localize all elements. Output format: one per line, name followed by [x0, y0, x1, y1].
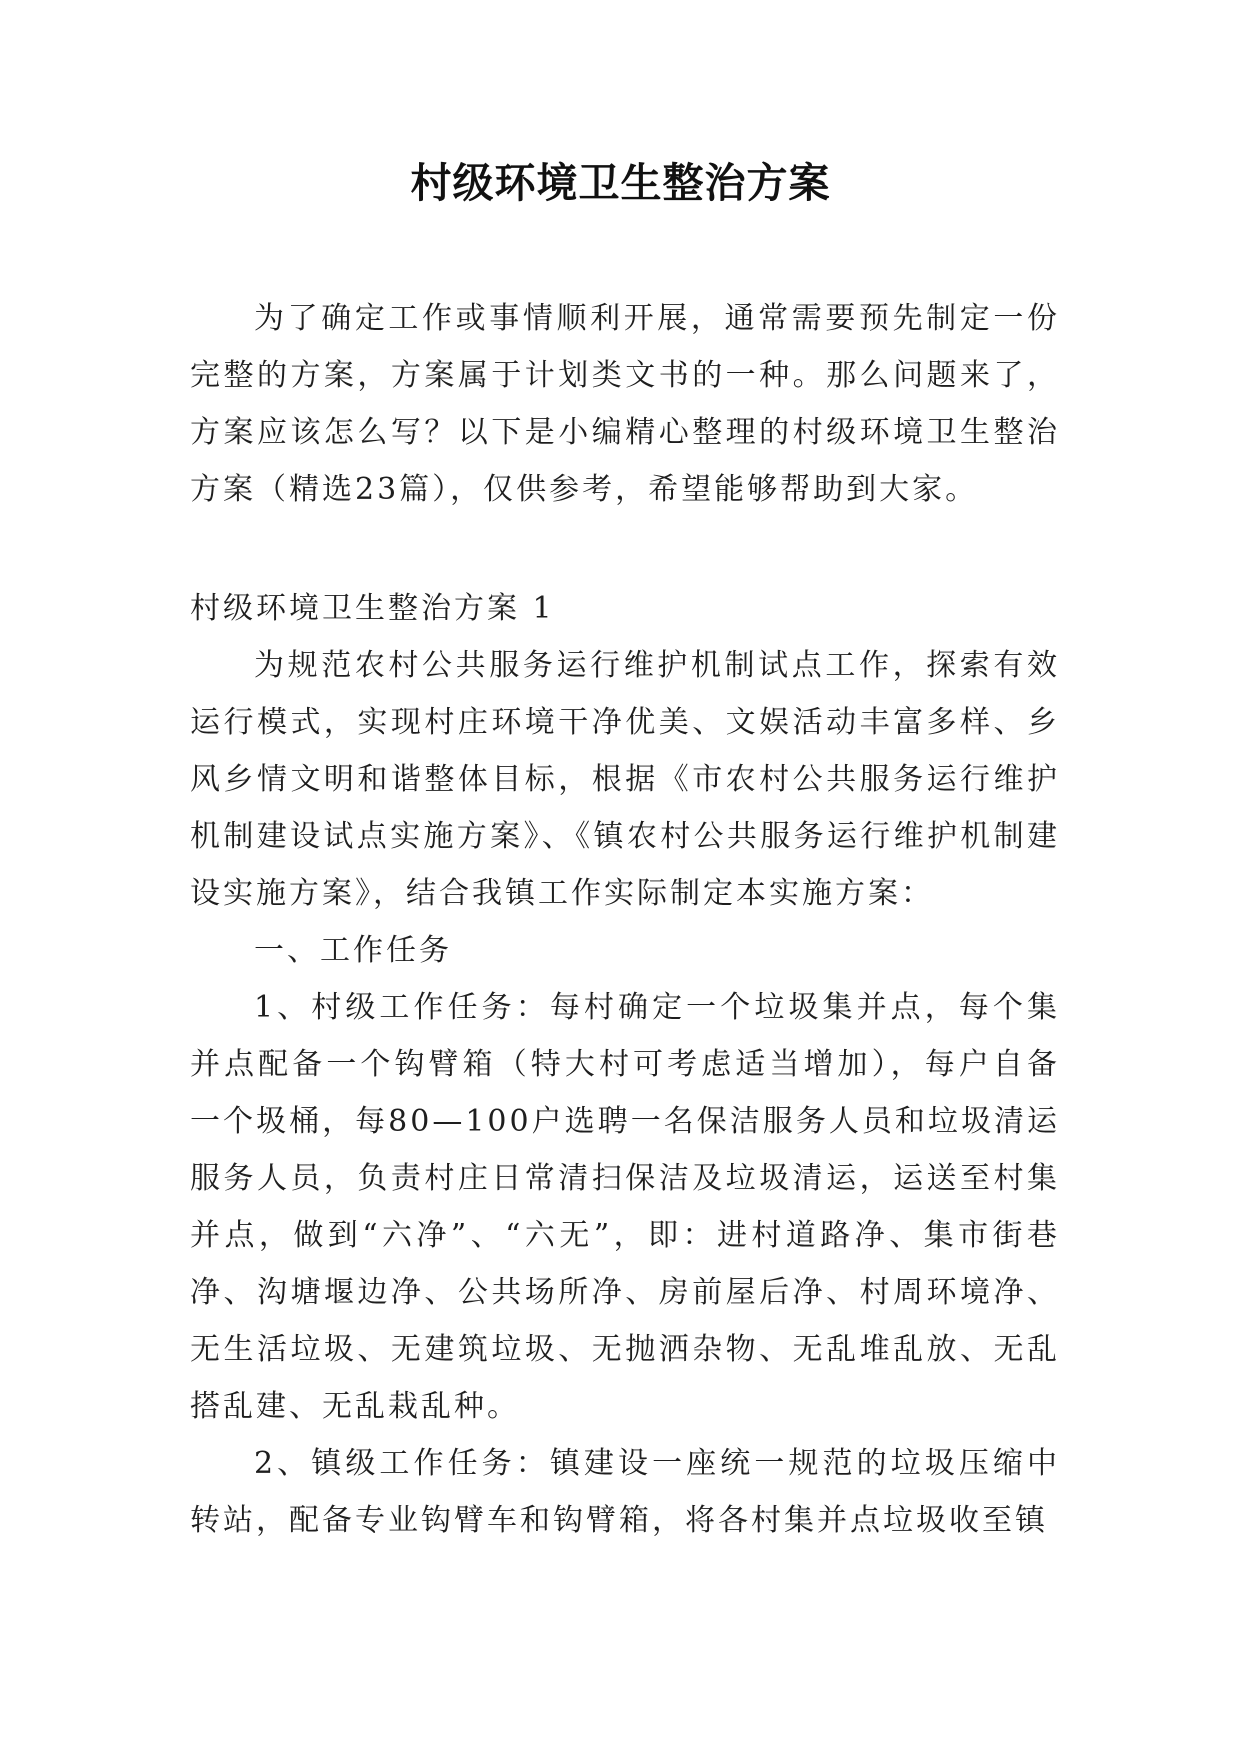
- body-paragraph: 1、村级工作任务：每村确定一个垃圾集并点，每个集并点配备一个钩臂箱（特大村可考虑适当增加），每户自备一个圾桶，每80—100户选聘一名保洁服务人员和垃圾清运服务人员，负责村庄日常清扫保洁及垃圾清运，运送至村集并点，做到“六净”、“六无”，即：进村道路净、集市街巷净、沟塘堰边净、公共场所净、房前屋后净、村周环境净、无生活垃圾、无建筑垃圾、无抛洒杂物、无乱堆乱放、无乱搭乱建、无乱栽乱种。: [190, 990, 1060, 1424]
- body-paragraph: 为规范农村公共服务运行维护机制试点工作，探索有效运行模式，实现村庄环境干净优美、文娱活动丰富多样、乡风乡情文明和谐整体目标，根据《市农村公共服务运行维护机制建设试点实施方案》、《镇农村公共服务运行维护机制建设实施方案》，结合我镇工作实际制定本实施方案：: [190, 648, 1060, 911]
- document-title: 村级环境卫生整治方案: [410, 159, 831, 207]
- body-paragraph: 2、镇级工作任务：镇建设一座统一规范的垃圾压缩中转站，配备专业钩臂车和钩臂箱，将各村集并点垃圾收至镇: [190, 1446, 1060, 1538]
- body-paragraph: 一、工作任务: [254, 933, 452, 968]
- intro-block: [190, 290, 1060, 518]
- section-heading: 村级环境卫生整治方案 1: [190, 591, 555, 626]
- section-block: [190, 580, 1060, 1549]
- intro-paragraph: 为了确定工作或事情顺利开展，通常需要预先制定一份完整的方案，方案属于计划类文书的一种。那么问题来了，方案应该怎么写？以下是小编精心整理的村级环境卫生整治方案（精选23篇），仅供参考，希望能够帮助到大家。: [190, 301, 1060, 507]
